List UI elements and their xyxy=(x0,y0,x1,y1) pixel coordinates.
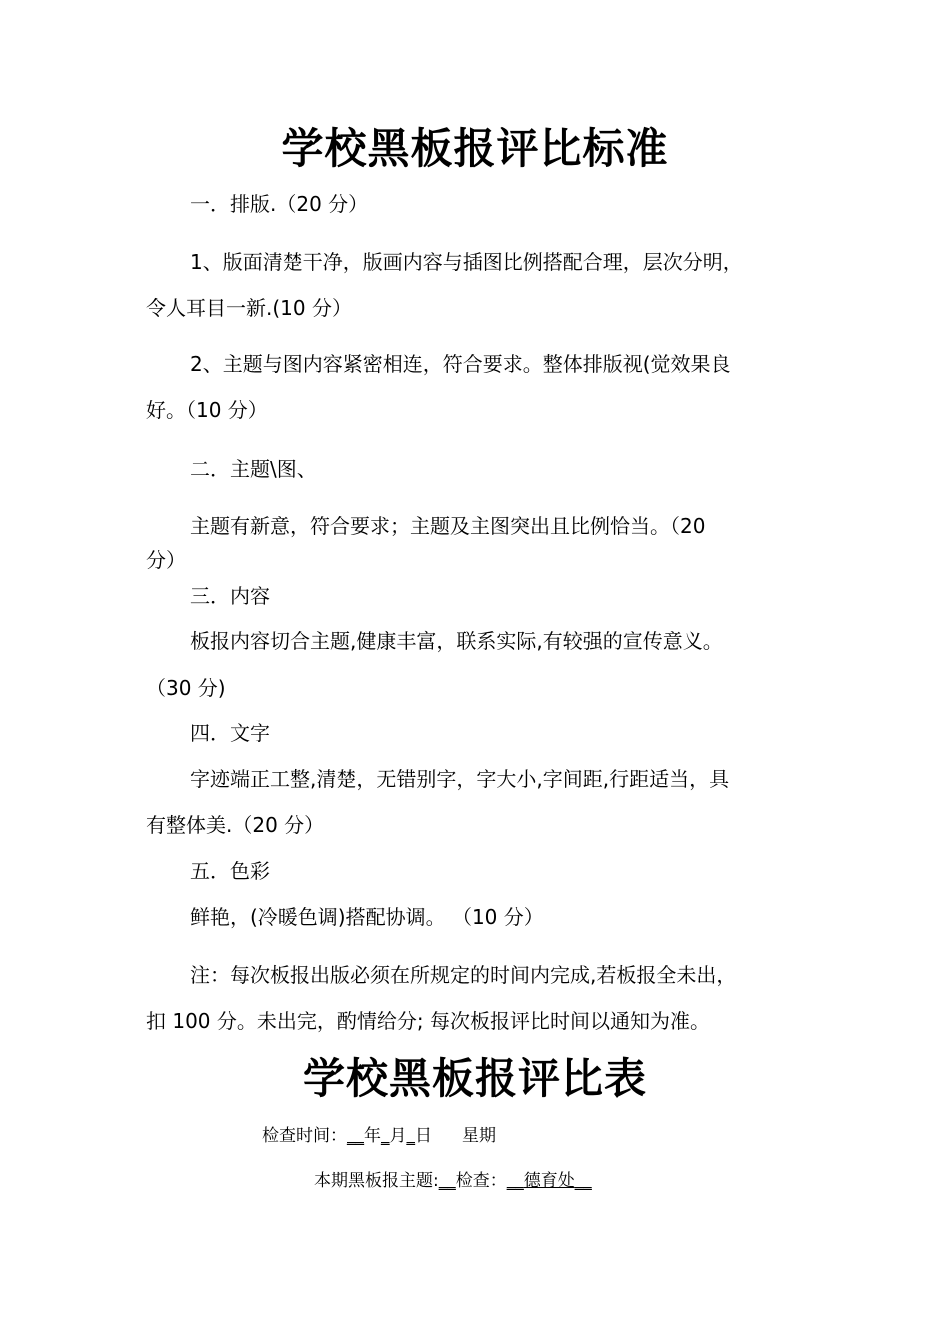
blank-field: __ xyxy=(506,1171,524,1191)
day-label: 日 xyxy=(415,1126,432,1146)
paragraph-line: 有整体美.（20 分） xyxy=(146,813,325,837)
blank-field: __ xyxy=(574,1171,592,1191)
paragraph-line: 1、版面清楚干净，版画内容与插图比例搭配合理，层次分明， xyxy=(190,250,743,274)
month-label: 月 xyxy=(389,1126,407,1146)
doc-title-standards: 学校黑板报评比标准 xyxy=(281,124,669,173)
note-line: 注：每次板报出版必须在所规定的时间内完成,若板报全未出， xyxy=(190,963,737,987)
checker-name: 德育处 xyxy=(523,1171,575,1191)
note-line: 扣 100 分。未出完，酌情给分; 每次板报评比时间以通知为准。 xyxy=(146,1009,710,1033)
doc-title-form: 学校黑板报评比表 xyxy=(302,1054,647,1103)
theme-row xyxy=(314,1173,592,1190)
weekday-label: 星期 xyxy=(462,1126,496,1146)
section-heading-writing: 四．文字 xyxy=(190,721,270,745)
blank-field: __ xyxy=(347,1126,364,1146)
paragraph-line: 板报内容切合主题,健康丰富，联系实际,有较强的宣传意义。 xyxy=(190,629,723,653)
section-heading-layout: 一．排版.（20 分） xyxy=(190,192,369,216)
paragraph-line: 好。（10 分） xyxy=(146,398,268,422)
check-label: 检查： xyxy=(455,1171,507,1191)
paragraph-line: 2、主题与图内容紧密相连，符合要求。整体排版视(觉效果良 xyxy=(190,352,731,376)
section-heading-color: 五．色彩 xyxy=(190,859,270,883)
blank-field: __ xyxy=(438,1171,456,1191)
check-time-row xyxy=(262,1128,496,1145)
blank-field: _ xyxy=(406,1126,415,1146)
section-heading-theme: 二．主题\图、 xyxy=(190,457,317,481)
paragraph-line: （30 分) xyxy=(146,676,226,700)
blank-field: _ xyxy=(381,1126,390,1146)
section-heading-content: 三．内容 xyxy=(190,584,270,608)
paragraph-line: 字迹端正工整,清楚，无错别字，字大小,字间距,行距适当，具 xyxy=(190,767,730,791)
paragraph-line: 主题有新意，符合要求；主题及主图突出且比例恰当。（20 xyxy=(190,514,706,538)
paragraph-line: 分） xyxy=(146,548,186,572)
theme-label: 本期黑板报主题: xyxy=(314,1171,439,1191)
paragraph-line: 鲜艳，(冷暖色调)搭配协调。 （10 分） xyxy=(190,905,544,929)
paragraph-line: 令人耳目一新.(10 分） xyxy=(146,296,352,320)
year-label: 年 xyxy=(364,1126,381,1146)
check-time-label: 检查时间： xyxy=(262,1126,347,1146)
